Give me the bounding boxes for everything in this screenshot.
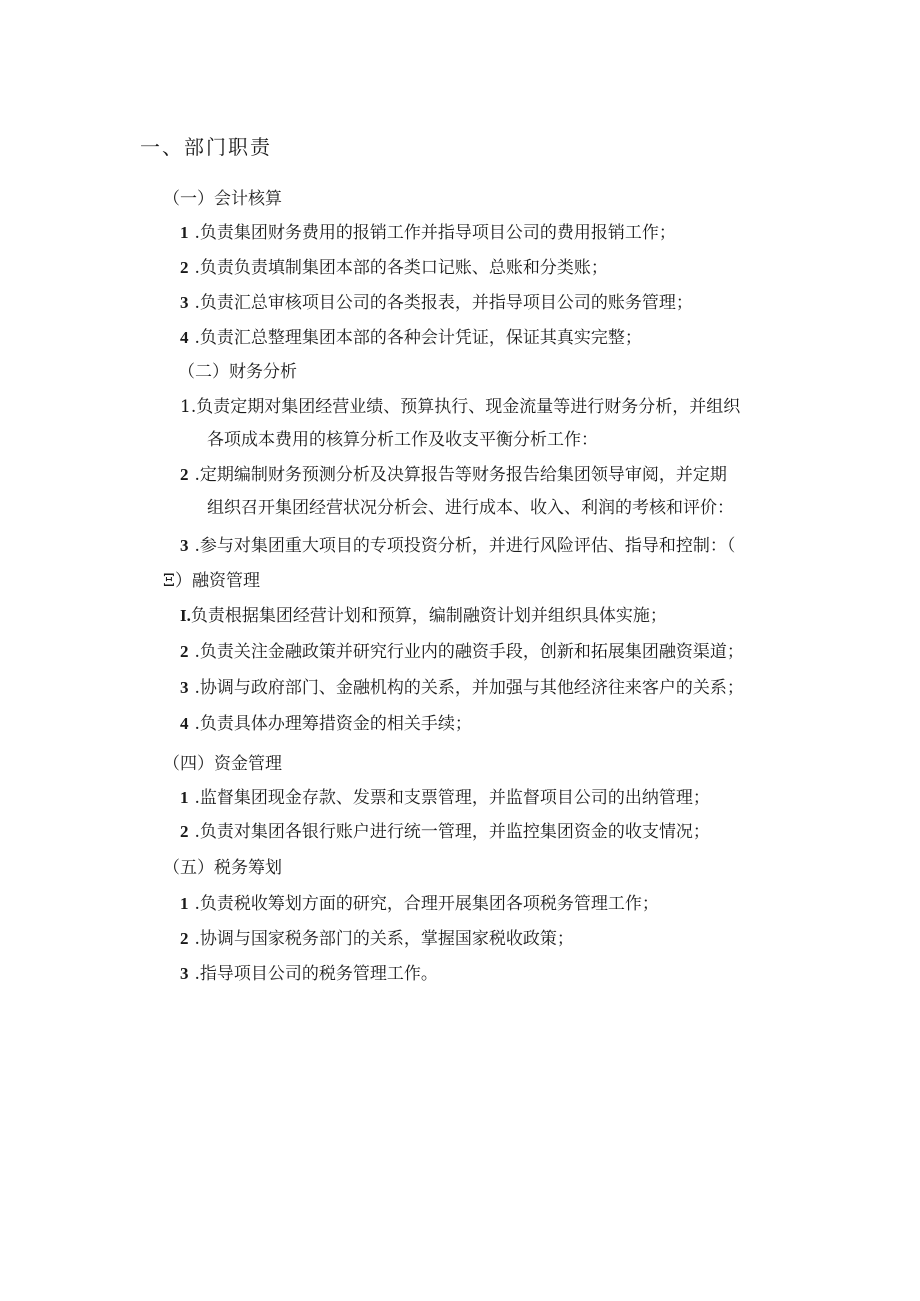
- item-number: 4: [180, 714, 189, 733]
- item-number: 2: [180, 258, 189, 277]
- item-number: 1: [180, 223, 189, 242]
- list-item: [180, 222, 676, 244]
- list-item-line: 组织召开集团经营状况分析会、进行成本、收入、利润的考核和评价：: [207, 498, 734, 518]
- list-item: [180, 713, 472, 735]
- list-item: [180, 963, 438, 985]
- item-text: .负责对集团各银行账户进行统一管理，并监控集团资金的收支情况；: [194, 822, 710, 842]
- item-number: 2: [180, 929, 189, 948]
- item-text: .参与对集团重大项目的专项投资分析，并进行风险评估、指导和控制：（: [194, 536, 736, 556]
- subsection-title-analysis: （二）财务分析: [178, 362, 297, 382]
- list-item: [180, 605, 667, 627]
- item-number: 3: [180, 536, 189, 555]
- list-item-line: 各项成本费用的核算分析工作及收支平衡分析工作：: [207, 430, 598, 450]
- list-item: [180, 292, 693, 314]
- item-number: 2: [180, 822, 189, 841]
- list-item: [180, 535, 735, 557]
- subsection-title-funds: （四）资金管理: [163, 754, 282, 774]
- item-text: .负责负责填制集团本部的各类口记账、总账和分类账；: [194, 258, 608, 278]
- item-number: 1: [180, 894, 189, 913]
- item-text: .协调与政府部门、金融机构的关系，并加强与其他经济往来客户的关系；: [194, 678, 744, 698]
- item-number: 1: [180, 788, 189, 807]
- item-text: .负责汇总整理集团本部的各种会计凭证，保证其真实完整；: [194, 328, 642, 348]
- list-item: [180, 677, 744, 699]
- item-text: .负责具体办理筹措资金的相关手续；: [194, 714, 472, 734]
- subsection-title-accounting: （一）会计核算: [163, 189, 282, 209]
- item-text: .负责集团财务费用的报销工作并指导项目公司的费用报销工作；: [194, 223, 676, 243]
- list-item: [180, 821, 710, 843]
- item-text: .指导项目公司的税务管理工作。: [194, 964, 438, 984]
- item-text: .监督集团现金存款、发票和支票管理，并监督项目公司的出纳管理；: [194, 788, 710, 808]
- item-number: 2: [180, 642, 189, 661]
- list-item: [180, 893, 659, 915]
- item-number: 3: [180, 678, 189, 697]
- item-text: .负责税收筹划方面的研究，合理开展集团各项税务管理工作；: [194, 894, 659, 914]
- list-item: [180, 641, 744, 663]
- list-item: [180, 787, 710, 809]
- list-item-line: 1.负责定期对集团经营业绩、预算执行、现金流量等进行财务分析，并组织: [180, 397, 741, 417]
- list-item: [180, 464, 727, 486]
- list-item: [180, 327, 642, 349]
- list-item: [180, 257, 608, 279]
- item-text: .协调与国家税务部门的关系，掌握国家税收政策；: [194, 929, 574, 949]
- item-number: 3: [180, 964, 189, 983]
- item-text: .定期编制财务预测分析及决算报告等财务报告给集团领导审阅，并定期: [194, 465, 727, 485]
- item-number: I.: [180, 606, 191, 625]
- subsection-title-financing: Ξ）融资管理: [163, 571, 260, 591]
- item-number: 4: [180, 328, 189, 347]
- subsection-title-tax: （五）税务筹划: [163, 858, 282, 878]
- item-text: .负责关注金融政策并研究行业内的融资手段，创新和拓展集团融资渠道；: [194, 642, 744, 662]
- item-text: 负责根据集团经营计划和预算，编制融资计划并组织具体实施；: [190, 606, 667, 626]
- list-item: [180, 928, 574, 950]
- item-number: 3: [180, 293, 189, 312]
- item-number: 2: [180, 465, 189, 484]
- section-heading: 一、部门职责: [140, 135, 272, 159]
- item-text: .负责汇总审核项目公司的各类报表，并指导项目公司的账务管理；: [194, 293, 693, 313]
